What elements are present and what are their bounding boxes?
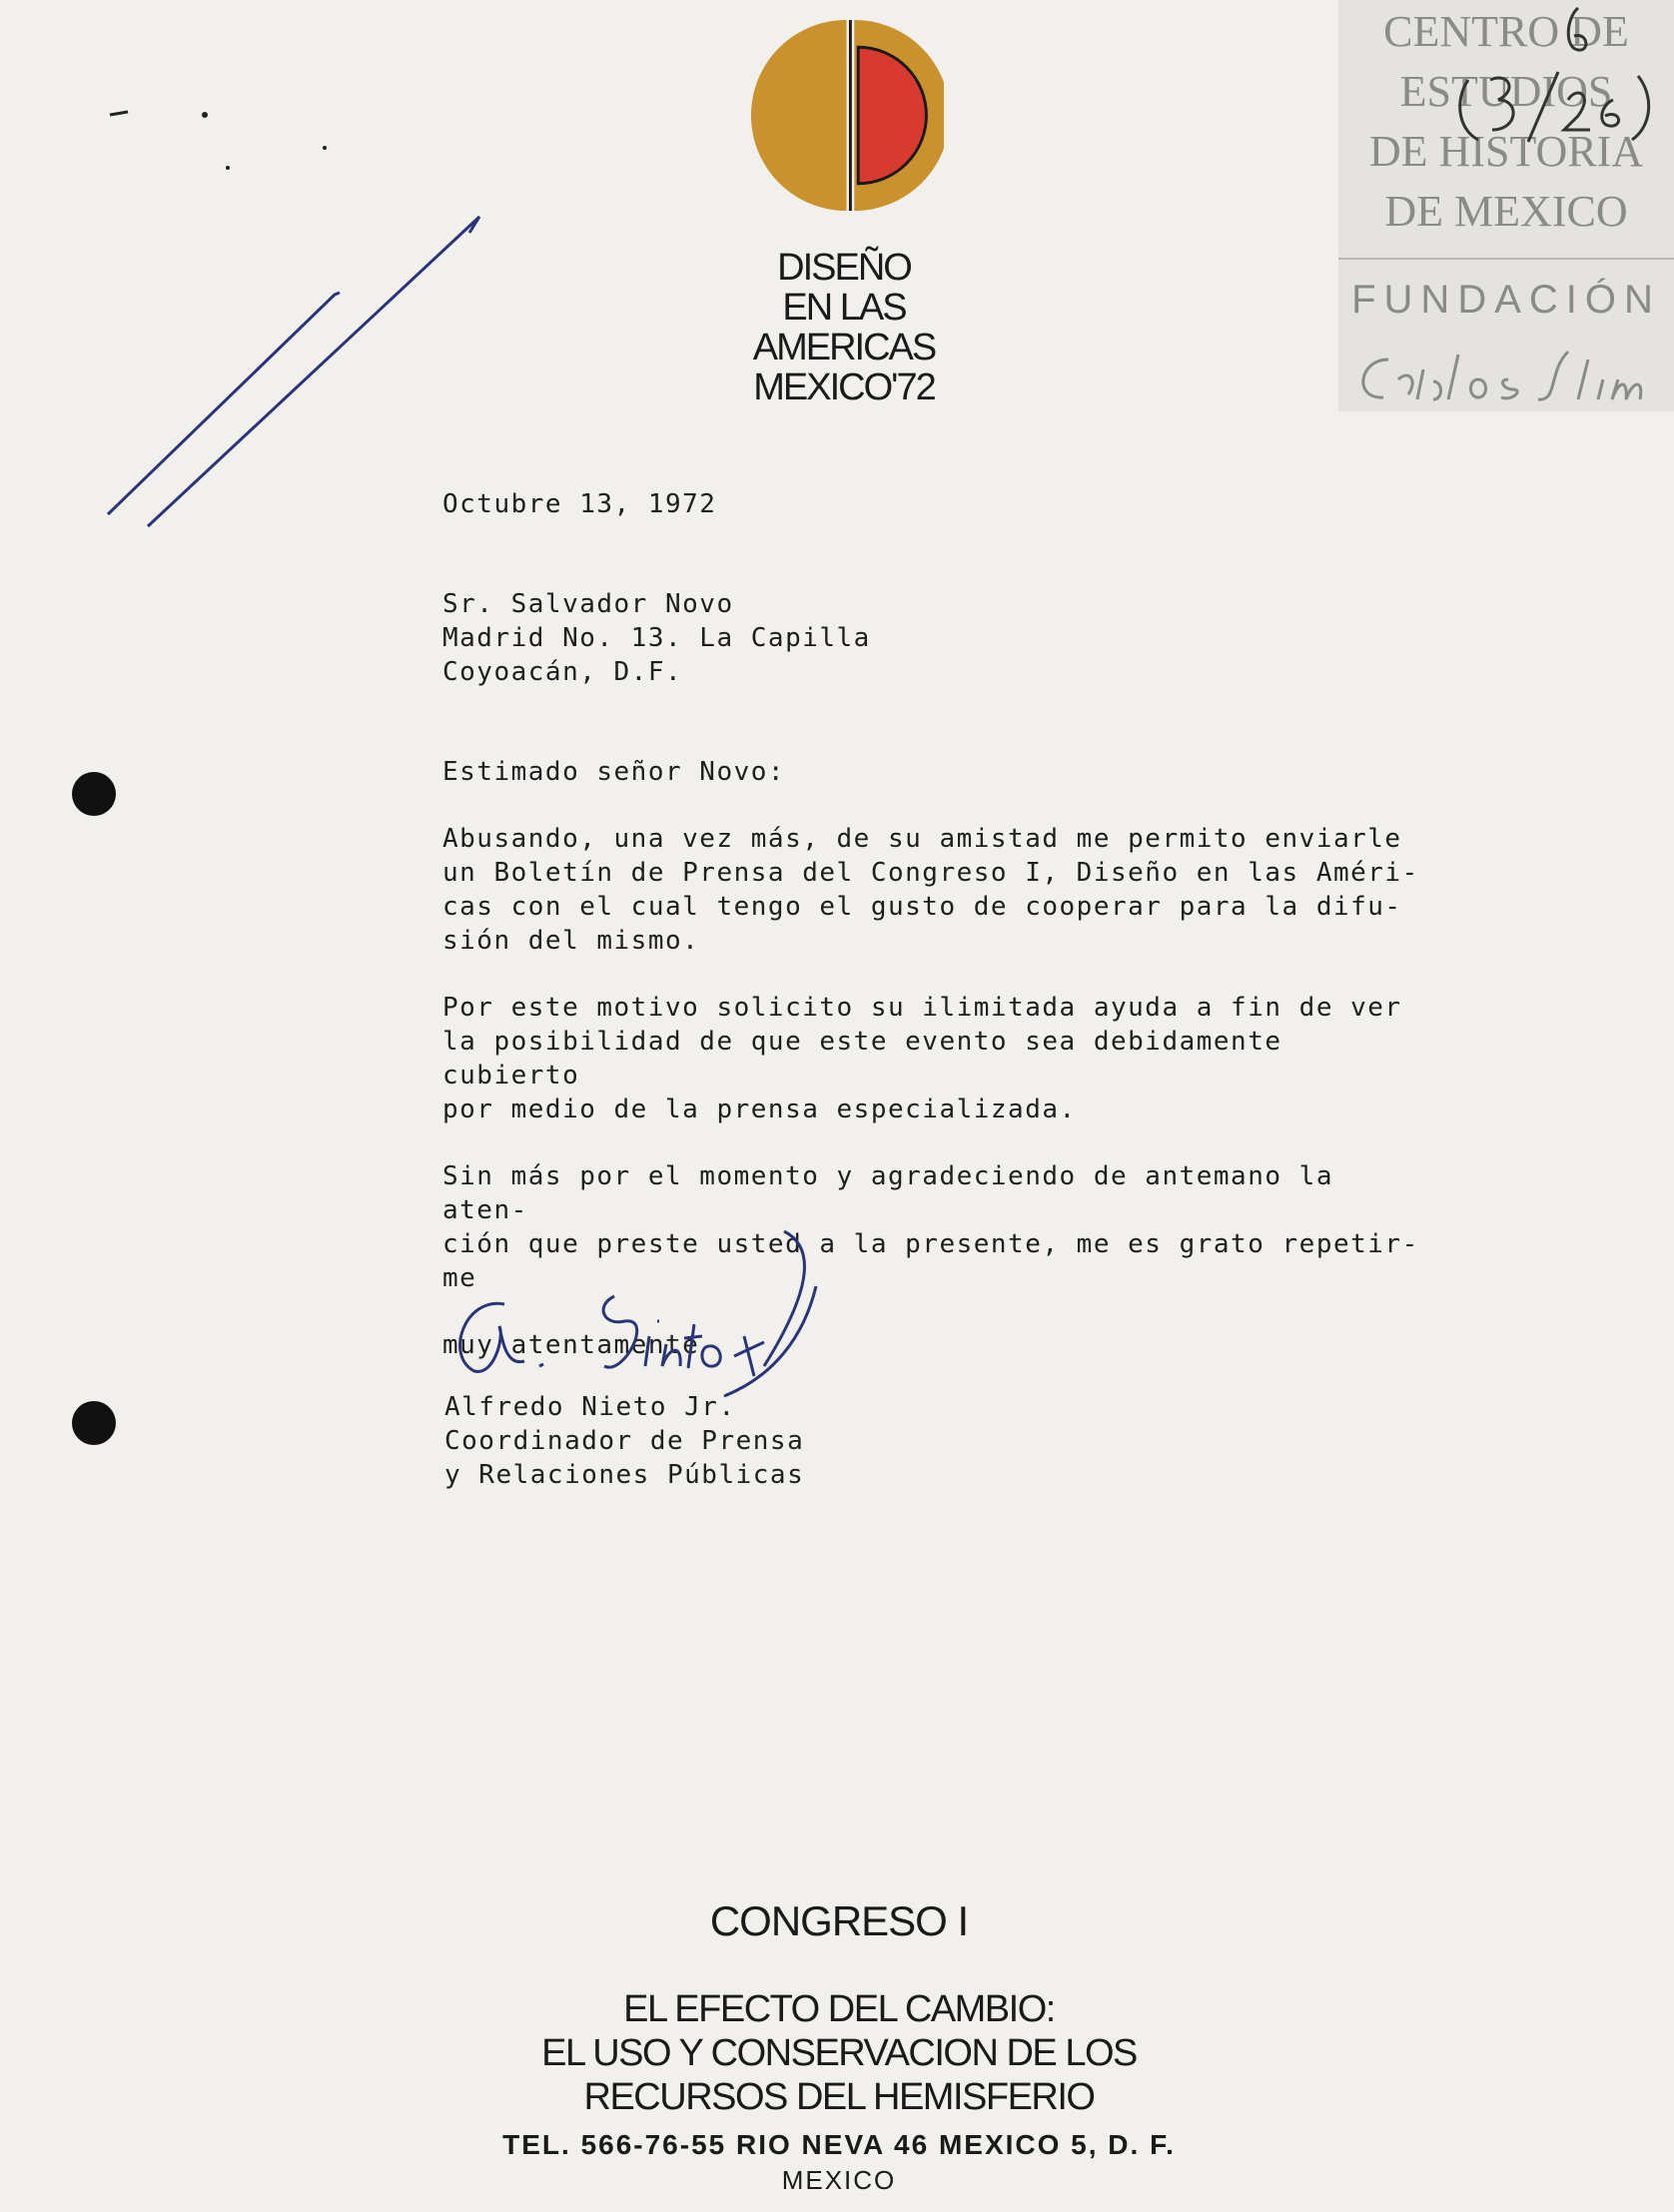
salutation: Estimado señor Novo: — [442, 757, 786, 787]
letterhead-footer — [400, 1897, 1278, 2196]
stamp-divider — [1338, 258, 1674, 260]
pen-marks — [100, 100, 340, 180]
letterhead-line-2: EN LAS — [782, 287, 906, 329]
stamp-line-3: DE HISTORIA — [1368, 127, 1644, 176]
paragraph-3: Sin más por el momento y agradeciendo de antemano la aten- ción que preste usted a la presente, me es grato repetir- me — [442, 1161, 1419, 1293]
address-line-2: Madrid No. 13. La Capilla — [442, 623, 871, 653]
watermark-ghost-left — [60, 2037, 95, 2198]
footer-city: MEXICO — [781, 2165, 897, 2195]
letterhead-line-1: DISEÑO — [777, 247, 911, 289]
stamp-line-4: DE MEXICO — [1384, 187, 1628, 236]
letterhead-line-4: MEXICO'72 — [753, 367, 935, 408]
signer-title-2: y Relaciones Públicas — [444, 1460, 805, 1490]
folio-handwriting — [1438, 0, 1668, 180]
signer-name: Alfredo Nieto Jr. — [444, 1392, 736, 1422]
footer-theme-2: EL USO Y CONSERVACION DE LOS — [541, 2032, 1137, 2074]
letterhead-title — [699, 248, 989, 407]
binder-hole-upper — [72, 772, 116, 816]
footer-theme-1: EL EFECTO DEL CAMBIO: — [623, 1988, 1055, 2030]
footer-contact: TEL. 566-76-55 RIO NEVA 46 MEXICO 5, D. F. — [502, 2129, 1176, 2160]
paragraph-1: Abusando, una vez más, de su amistad me permito enviarle un Boletín de Prensa del Congreso I, Diseño en las Améri- cas con el cual tengo el gusto de cooperar para la difu- sión del mismo. — [442, 824, 1419, 956]
paragraph-2: Por este motivo solicito su ilimitada ayuda a fin de ver la posibilidad de que este evento sea debidamente cubierto por medio de la prensa especializada. — [442, 993, 1402, 1124]
signer-block — [444, 1390, 804, 1492]
stamp-signature-logo — [1348, 340, 1668, 409]
congress-logo — [749, 18, 944, 213]
recipient-address — [442, 587, 1421, 689]
letterhead-line-3: AMERICAS — [752, 327, 936, 369]
stamp-foundation: FUNDACIÓN — [1351, 278, 1661, 322]
footer-theme-3: RECURSOS DEL HEMISFERIO — [583, 2076, 1095, 2118]
handwritten-signature — [444, 1226, 904, 1406]
blue-pen-slashes — [100, 205, 499, 544]
closing: muy atentamente — [442, 1330, 700, 1360]
signer-title-1: Coordinador de Prensa — [444, 1426, 805, 1456]
stamp-line-2: ESTUDIOS — [1399, 67, 1613, 116]
binder-hole-lower — [72, 1401, 116, 1445]
letter-date: Octubre 13, 1972 — [442, 489, 717, 519]
address-line-3: Coyoacán, D.F. — [442, 657, 683, 687]
footer-congreso: CONGRESO I — [709, 1897, 969, 1944]
address-line-1: Sr. Salvador Novo — [442, 589, 734, 619]
stamp-line-1: CENTRO DE — [1383, 7, 1629, 56]
